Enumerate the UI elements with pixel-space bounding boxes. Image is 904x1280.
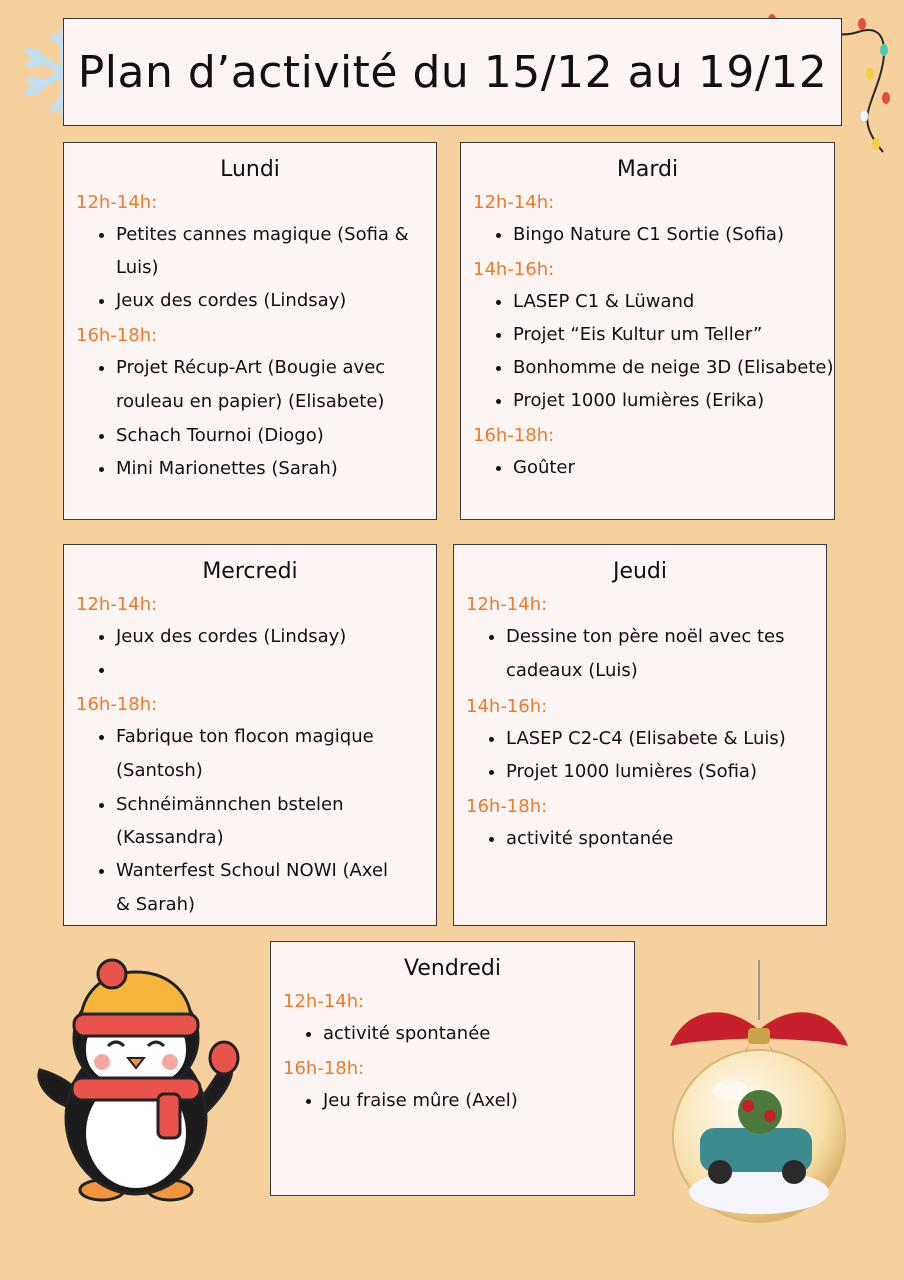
activity-item: • Fabrique ton flocon magique (Santosh) bbox=[116, 720, 406, 788]
time-slot: 14h-16h: bbox=[466, 696, 548, 717]
activity-item: • activité spontanée bbox=[323, 1017, 634, 1050]
day-card-jeudi bbox=[453, 544, 827, 926]
activity-item: • LASEP C1 & Lüwand bbox=[513, 285, 834, 318]
page-title: Plan d’activité du 15/12 au 19/12 bbox=[77, 47, 828, 98]
activity-list bbox=[271, 1084, 634, 1117]
time-slot: 16h-18h: bbox=[283, 1058, 365, 1079]
penguin-icon bbox=[32, 958, 244, 1206]
day-card-lundi bbox=[63, 142, 437, 520]
activity-list bbox=[64, 620, 436, 686]
day-title: Mercredi bbox=[202, 559, 298, 584]
day-title: Lundi bbox=[220, 157, 280, 182]
time-slot: 14h-16h: bbox=[473, 259, 555, 280]
activity-list bbox=[64, 218, 436, 317]
activity-item: • Dessine ton père noël avec tes cadeaux (Luis) bbox=[506, 620, 796, 688]
activity-list bbox=[461, 451, 834, 484]
time-slot: 16h-18h: bbox=[76, 694, 158, 715]
activity-list bbox=[454, 822, 826, 855]
activity-item: • Projet 1000 lumières (Erika) bbox=[513, 384, 834, 417]
activity-item: • Mini Marionettes (Sarah) bbox=[116, 452, 416, 485]
activity-list bbox=[454, 620, 826, 688]
activity-item: • Jeu fraise mûre (Axel) bbox=[323, 1084, 634, 1117]
title-box bbox=[63, 18, 842, 126]
day-title: Jeudi bbox=[612, 559, 668, 584]
activity-item: • Bingo Nature C1 Sortie (Sofia) bbox=[513, 218, 834, 251]
activity-list bbox=[454, 722, 826, 788]
activity-item: • Schach Tournoi (Diogo) bbox=[116, 419, 416, 452]
activity-list bbox=[64, 351, 436, 485]
activity-item: • Jeux des cordes (Lindsay) bbox=[116, 284, 436, 317]
activity-item: • Jeux des cordes (Lindsay) bbox=[116, 620, 436, 653]
day-title: Vendredi bbox=[404, 956, 501, 981]
time-slot: 12h-14h: bbox=[473, 192, 555, 213]
activity-list bbox=[64, 720, 436, 922]
activity-item: • LASEP C2-C4 (Elisabete & Luis) bbox=[506, 722, 826, 755]
activity-item: • Projet “Eis Kultur um Teller” bbox=[513, 318, 834, 351]
time-slot: 12h-14h: bbox=[466, 594, 548, 615]
day-card-mardi bbox=[460, 142, 835, 520]
day-title: Mardi bbox=[616, 157, 679, 182]
activity-list bbox=[271, 1017, 634, 1050]
activity-item: • Petites cannes magique (Sofia & Luis) bbox=[116, 218, 436, 284]
time-slot: 12h-14h: bbox=[283, 991, 365, 1012]
day-card-mercredi bbox=[63, 544, 437, 926]
activity-item: • Projet Récup-Art (Bougie avec rouleau en papier) (Elisabete) bbox=[116, 351, 416, 419]
time-slot: 12h-14h: bbox=[76, 192, 158, 213]
day-card-vendredi bbox=[270, 941, 635, 1196]
activity-item: • Wanterfest Schoul NOWI (Axel & Sarah) bbox=[116, 854, 406, 922]
time-slot: 12h-14h: bbox=[76, 594, 158, 615]
activity-item: • activité spontanée bbox=[506, 822, 826, 855]
time-slot: 16h-18h: bbox=[466, 796, 548, 817]
activity-list bbox=[461, 285, 834, 417]
christmas-ornament-icon bbox=[664, 960, 854, 1228]
activity-list bbox=[461, 218, 834, 251]
time-slot: 16h-18h: bbox=[473, 425, 555, 446]
activity-item bbox=[116, 653, 436, 686]
activity-item: • Schnéimännchen bstelen (Kassandra) bbox=[116, 788, 406, 854]
activity-item: • Projet 1000 lumières (Sofia) bbox=[506, 755, 826, 788]
activity-item: • Bonhomme de neige 3D (Elisabete) bbox=[513, 351, 834, 384]
time-slot: 16h-18h: bbox=[76, 325, 158, 346]
activity-item: • Goûter bbox=[513, 451, 834, 484]
